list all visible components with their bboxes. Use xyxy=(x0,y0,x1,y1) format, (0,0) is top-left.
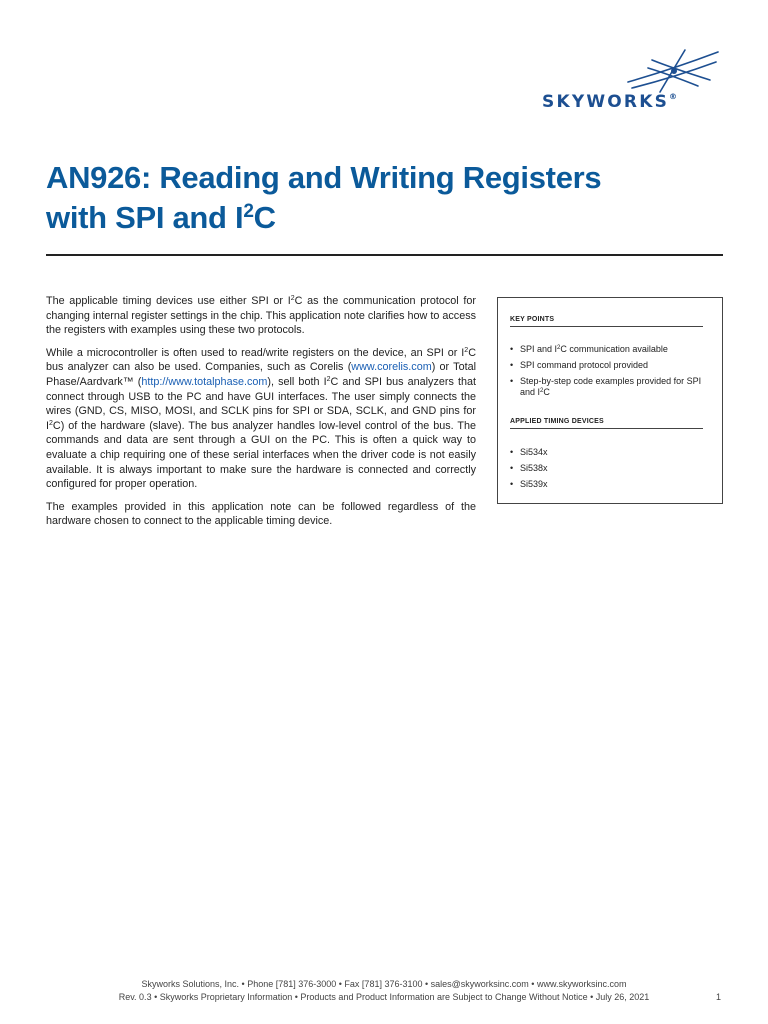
page-number: 1 xyxy=(716,992,722,1002)
key-points-box xyxy=(497,297,723,504)
footer-contact: Skyworks Solutions, Inc. • Phone [781] 376-3000 • Fax [781] 376-3100 • sales@skyworksinc.com • www.skyworksinc.com xyxy=(141,979,627,989)
title-divider xyxy=(46,254,723,256)
list-item: • SPI and $I^2C$ communication available xyxy=(510,344,710,355)
footer-revision: Rev. 0.3 • Skyworks Proprietary Information • Products and Product Information are Subject to Change Without Notice • July 26, 2021 xyxy=(118,992,650,1002)
skyworks-starburst-icon xyxy=(520,40,740,100)
applied-devices-list xyxy=(510,447,710,495)
paragraph-bus-analyzer: While a microcontroller is often used to read/write registers on the device, an SPI or $I^2C$ bus analyzer can also be used. Companies, such as Corelis (www.corelis.com) or Total Phase/Aardvark™ (http://www.totalphase.com), sell both $I^2C$ and SPI bus analyzers that connect through USB to the PC and have GUI interfaces. The user simply connects the wires (GND, CS, MISO, MOSI, and SCLK pins for SPI or SDA, SCLK, and GND pins for $I^2C$) of the hardware (slave). The bus analyzer handles low-level control of the bus. The commands and data are sent through a GUI on the PC. This is often a quick way to evaluate a chip requiring one of these serial interfaces when the driver code is not easily available. It is always important to make sure the hardware is connected and correctly configured for proper operation. xyxy=(46,346,476,491)
list-item: • Si534x xyxy=(510,447,710,458)
paragraph-examples: The examples provided in this application note can be followed regardless of the hardware chosen to connect to the applicable timing device. xyxy=(46,500,476,528)
page-title xyxy=(46,158,726,238)
main-body xyxy=(46,294,476,537)
list-item: • SPI command protocol provided xyxy=(510,360,710,371)
corelis-link[interactable]: www.corelis.com xyxy=(351,361,432,374)
key-points-heading: KEY POINTS xyxy=(510,316,703,327)
list-item: • Step-by-step code examples provided for SPI and $I^2C$ xyxy=(510,376,710,398)
applied-devices-heading: APPLIED TIMING DEVICES xyxy=(510,418,703,429)
list-item: • Si539x xyxy=(510,479,710,490)
title-line-1: AN926: Reading and Writing Registers xyxy=(46,160,602,195)
paragraph-intro: The applicable timing devices use either SPI or $I^2C$ as the communication protocol for changing internal register settings in the chip. This application note clarifies how to access the registers with examples using these two protocols. xyxy=(46,295,476,337)
key-points-list xyxy=(510,344,710,403)
list-item: • Si538x xyxy=(510,463,710,474)
skyworks-logo xyxy=(520,40,740,120)
title-line-2: with SPI and $I^2C$ xyxy=(46,200,276,235)
totalphase-link[interactable]: http://www.totalphase.com xyxy=(141,375,268,388)
logo-wordmark: SKYWORKS® xyxy=(542,92,680,112)
